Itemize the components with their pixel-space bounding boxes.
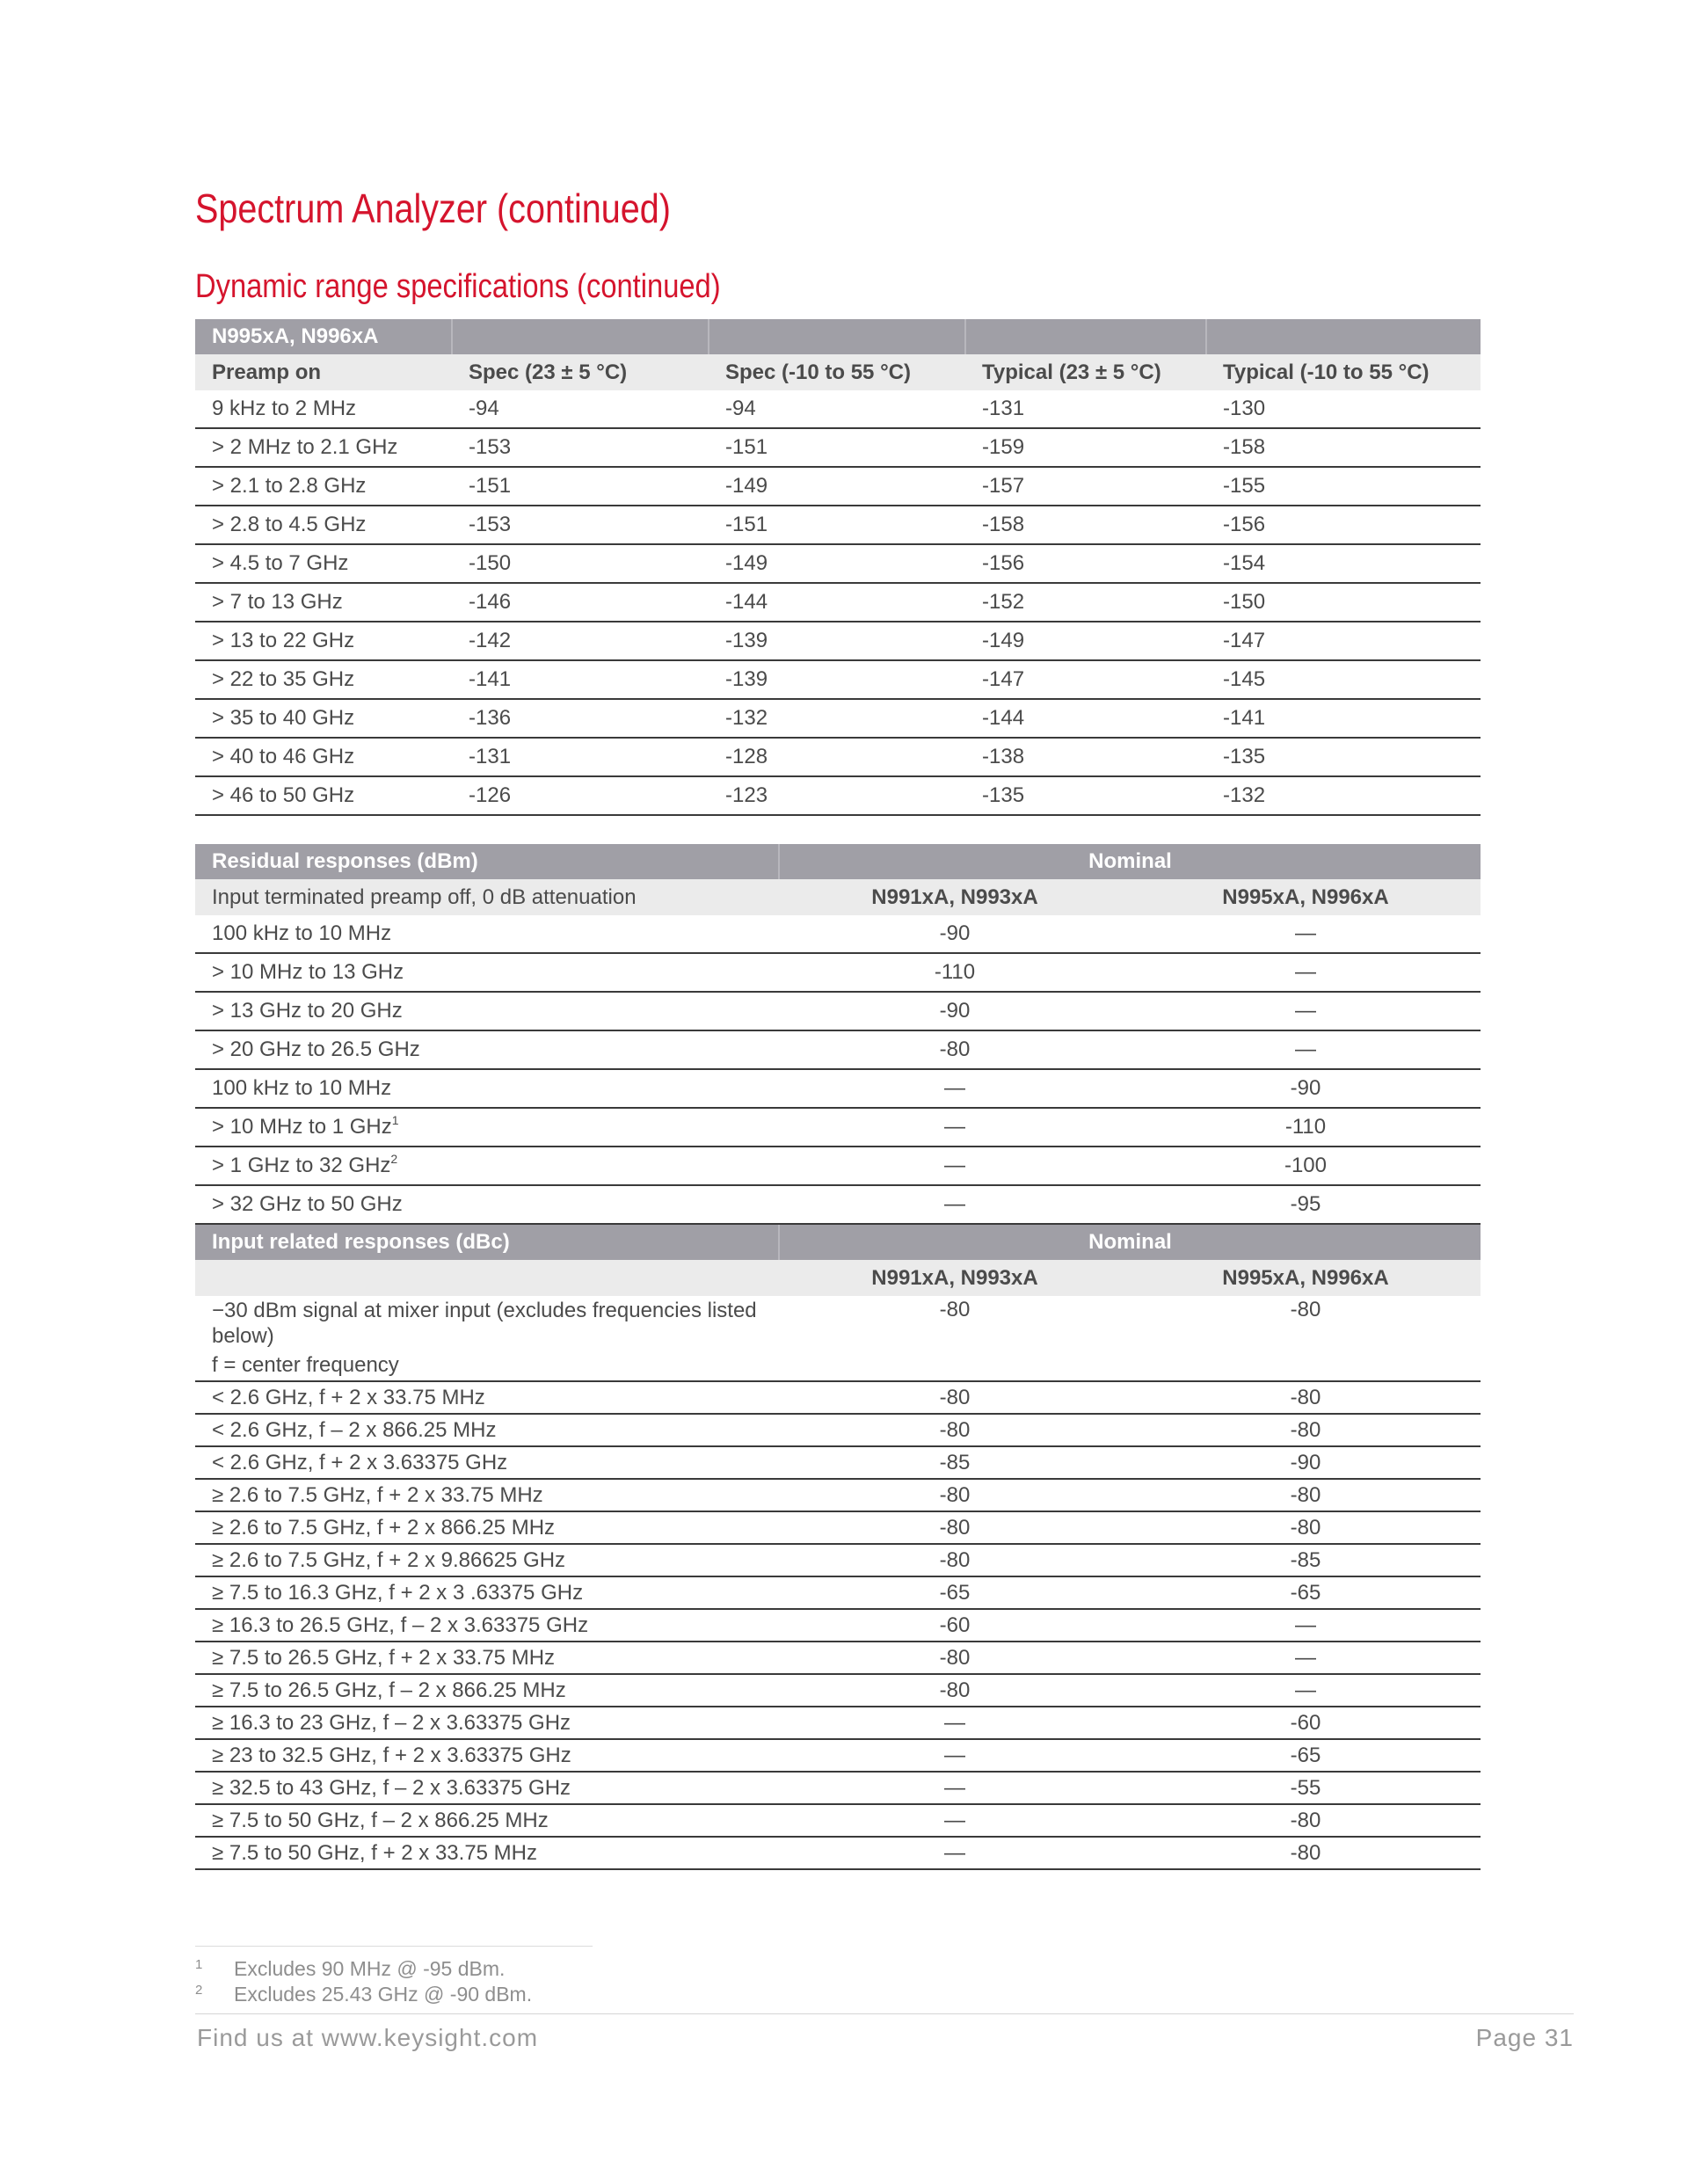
row-label: > 2.1 to 2.8 GHz (195, 467, 452, 506)
section-title: Dynamic range specifications (continued) (195, 268, 721, 305)
table-cell: -65 (1131, 1739, 1481, 1772)
table-cell: -90 (1131, 1069, 1481, 1108)
table-cell: -141 (1206, 699, 1481, 738)
table-cell: — (1131, 1642, 1481, 1674)
table-cell: -100 (1131, 1147, 1481, 1185)
table-cell: -65 (1131, 1576, 1481, 1609)
footnote-ref: 2 (390, 1152, 398, 1166)
table-row (195, 1739, 1481, 1772)
table-cell: -80 (1131, 1837, 1481, 1869)
footer-divider (195, 2013, 1574, 2014)
table-cell: -80 (779, 1296, 1131, 1381)
table-cell: -55 (1131, 1772, 1481, 1804)
nominal-header: Nominal (779, 844, 1481, 879)
row-label (195, 1030, 779, 1069)
table-cell: -158 (965, 506, 1206, 544)
table-cell: -94 (709, 390, 965, 428)
row-label-note: f = center frequency (212, 1353, 399, 1377)
table-cell: -141 (452, 660, 709, 699)
table-row (195, 1576, 1481, 1609)
table-cell: -80 (779, 1381, 1131, 1414)
table-row (195, 1674, 1481, 1707)
row-label: > 4.5 to 7 GHz (195, 544, 452, 583)
table-cell: — (1131, 1674, 1481, 1707)
table-cell: -146 (452, 583, 709, 622)
table-cell: -80 (779, 1414, 1131, 1446)
row-label-text: −30 dBm signal at mixer input (excludes frequencies listed below) (212, 1299, 757, 1348)
table-row (195, 467, 1481, 506)
table-row (195, 1772, 1481, 1804)
table-cell: — (779, 1739, 1131, 1772)
table-row (195, 953, 1481, 992)
table-cell: -156 (1206, 506, 1481, 544)
row-label: < 2.6 GHz, f + 2 x 3.63375 GHz (195, 1446, 779, 1479)
table-cell: -80 (779, 1479, 1131, 1511)
table-cell: -90 (1131, 1446, 1481, 1479)
table-cell: — (1131, 1030, 1481, 1069)
table-cell: -80 (1131, 1479, 1481, 1511)
table-cell: -128 (709, 738, 965, 776)
table-row (195, 390, 1481, 428)
footnote-number: 1 (195, 1957, 203, 1972)
row-label: > 35 to 40 GHz (195, 699, 452, 738)
table-row (195, 1108, 1481, 1147)
table-cell: -110 (1131, 1108, 1481, 1147)
condition-header: Input terminated preamp off, 0 dB attenuation (195, 879, 779, 915)
footnote (195, 1957, 505, 1981)
table-cell: — (779, 1707, 1131, 1739)
table-cell: -80 (1131, 1804, 1481, 1837)
table-row (195, 776, 1481, 815)
table-row (195, 1544, 1481, 1576)
table-row (195, 1069, 1481, 1108)
table-cell: -139 (709, 660, 965, 699)
table-cell: -65 (779, 1576, 1131, 1609)
table-header-row (195, 1260, 1481, 1296)
row-label: 9 kHz to 2 MHz (195, 390, 452, 428)
row-label: > 2.8 to 4.5 GHz (195, 506, 452, 544)
table-cell: — (779, 1185, 1131, 1224)
row-label: ≥ 16.3 to 23 GHz, f – 2 x 3.63375 GHz (195, 1707, 779, 1739)
column-header: Spec (23 ± 5 °C) (452, 354, 709, 390)
row-label: ≥ 7.5 to 16.3 GHz, f + 2 x 3 .63375 GHz (195, 1576, 779, 1609)
table-cell: — (1131, 953, 1481, 992)
table-row (195, 699, 1481, 738)
row-label-text: > 10 MHz to 13 GHz (212, 960, 404, 984)
table-cell: -80 (1131, 1511, 1481, 1544)
table-cell: -135 (1206, 738, 1481, 776)
table-header-row (195, 879, 1481, 915)
table-banner-empty (452, 319, 709, 354)
responses-table (195, 844, 1481, 1870)
table-cell: -131 (452, 738, 709, 776)
nominal-header: Nominal (779, 1224, 1481, 1260)
footnote-text: Excludes 25.43 GHz @ -90 dBm. (234, 1983, 533, 2006)
row-label: ≥ 7.5 to 50 GHz, f + 2 x 33.75 MHz (195, 1837, 779, 1869)
table-cell: -90 (779, 992, 1131, 1030)
column-header: N991xA, N993xA (779, 1260, 1131, 1296)
row-label: > 40 to 46 GHz (195, 738, 452, 776)
footnote (195, 1983, 532, 2006)
column-header: N995xA, N996xA (1131, 1260, 1481, 1296)
row-label (195, 992, 779, 1030)
table-cell: -150 (452, 544, 709, 583)
table-cell: -151 (452, 467, 709, 506)
table-row (195, 1381, 1481, 1414)
table-banner-row (195, 1224, 1481, 1260)
table-cell: -94 (452, 390, 709, 428)
table-row (195, 622, 1481, 660)
table-row (195, 660, 1481, 699)
table-row (195, 1837, 1481, 1869)
row-label: ≥ 7.5 to 26.5 GHz, f – 2 x 866.25 MHz (195, 1674, 779, 1707)
table-row (195, 1707, 1481, 1739)
footnote-divider (195, 1946, 593, 1947)
table-cell: -153 (452, 428, 709, 467)
table-row (195, 1609, 1481, 1642)
table-cell: -132 (709, 699, 965, 738)
row-label: ≥ 23 to 32.5 GHz, f + 2 x 3.63375 GHz (195, 1739, 779, 1772)
table-cell: -110 (779, 953, 1131, 992)
table-cell: -151 (709, 506, 965, 544)
table-cell: -135 (965, 776, 1206, 815)
table-cell: -80 (779, 1511, 1131, 1544)
footnote-text: Excludes 90 MHz @ -95 dBm. (234, 1957, 506, 1980)
table-cell: — (779, 1837, 1131, 1869)
table-cell: -60 (779, 1609, 1131, 1642)
table-cell: — (1131, 915, 1481, 953)
row-label: > 7 to 13 GHz (195, 583, 452, 622)
table-cell: -147 (965, 660, 1206, 699)
table-row (195, 544, 1481, 583)
table-cell: — (779, 1069, 1131, 1108)
table-cell: -139 (709, 622, 965, 660)
footnote-ref: 1 (391, 1113, 399, 1127)
column-header: Preamp on (195, 354, 452, 390)
table-cell: -150 (1206, 583, 1481, 622)
row-label: ≥ 32.5 to 43 GHz, f – 2 x 3.63375 GHz (195, 1772, 779, 1804)
row-label-text: 100 kHz to 10 MHz (212, 1076, 392, 1100)
table-cell: -159 (965, 428, 1206, 467)
column-header: N995xA, N996xA (1131, 879, 1481, 915)
table-row (195, 1296, 1481, 1381)
footer-page-number: Page 31 (1475, 2024, 1574, 2051)
table-row (195, 1642, 1481, 1674)
row-label: ≥ 2.6 to 7.5 GHz, f + 2 x 33.75 MHz (195, 1479, 779, 1511)
table-row (195, 428, 1481, 467)
table-cell: -85 (1131, 1544, 1481, 1576)
table-banner-empty (1206, 319, 1481, 354)
row-label (195, 1185, 779, 1224)
table-cell: -144 (709, 583, 965, 622)
table-row (195, 1446, 1481, 1479)
table-banner: Input related responses (dBc) (195, 1224, 779, 1260)
table-cell: -158 (1206, 428, 1481, 467)
table-cell: — (779, 1108, 1131, 1147)
table-cell: -131 (965, 390, 1206, 428)
row-label-text: > 13 GHz to 20 GHz (212, 999, 403, 1023)
table-cell: -80 (1131, 1414, 1481, 1446)
row-label: ≥ 7.5 to 26.5 GHz, f + 2 x 33.75 MHz (195, 1642, 779, 1674)
table-row (195, 1030, 1481, 1069)
table-banner-row (195, 844, 1481, 879)
table-cell: -156 (965, 544, 1206, 583)
table-cell: — (1131, 1609, 1481, 1642)
table-cell: -153 (452, 506, 709, 544)
table-row (195, 1479, 1481, 1511)
table-banner-empty (965, 319, 1206, 354)
table-row (195, 915, 1481, 953)
table-banner: N995xA, N996xA (195, 319, 452, 354)
empty-header (195, 1260, 779, 1296)
row-label-text: > 20 GHz to 26.5 GHz (212, 1037, 420, 1061)
row-label: < 2.6 GHz, f – 2 x 866.25 MHz (195, 1414, 779, 1446)
row-label: ≥ 2.6 to 7.5 GHz, f + 2 x 9.86625 GHz (195, 1544, 779, 1576)
table-banner-empty (709, 319, 965, 354)
table-cell: -136 (452, 699, 709, 738)
table-cell: -126 (452, 776, 709, 815)
table-cell: -85 (779, 1446, 1131, 1479)
table-cell: — (779, 1147, 1131, 1185)
column-header: Typical (23 ± 5 °C) (965, 354, 1206, 390)
row-label (195, 1147, 779, 1185)
table-row (195, 506, 1481, 544)
column-header: Typical (-10 to 55 °C) (1206, 354, 1481, 390)
table-cell: -151 (709, 428, 965, 467)
table-cell: -145 (1206, 660, 1481, 699)
row-label: > 46 to 50 GHz (195, 776, 452, 815)
table-cell: -147 (1206, 622, 1481, 660)
row-label (195, 915, 779, 953)
row-label-text: > 32 GHz to 50 GHz (212, 1192, 403, 1216)
table-cell: -157 (965, 467, 1206, 506)
row-label: < 2.6 GHz, f + 2 x 33.75 MHz (195, 1381, 779, 1414)
footer-website[interactable]: Find us at www.keysight.com (197, 2024, 539, 2051)
row-label: ≥ 7.5 to 50 GHz, f – 2 x 866.25 MHz (195, 1804, 779, 1837)
noise-floor-table (195, 319, 1481, 816)
table-header-row (195, 354, 1481, 390)
table-cell: -80 (779, 1544, 1131, 1576)
table-row (195, 1185, 1481, 1224)
column-header: Spec (-10 to 55 °C) (709, 354, 965, 390)
table-banner-row (195, 319, 1481, 354)
row-label: ≥ 16.3 to 26.5 GHz, f – 2 x 3.63375 GHz (195, 1609, 779, 1642)
table-cell: -138 (965, 738, 1206, 776)
table-cell: -90 (779, 915, 1131, 953)
table-cell: — (779, 1772, 1131, 1804)
table-cell: -80 (779, 1030, 1131, 1069)
table-row (195, 1804, 1481, 1837)
row-label (195, 1296, 779, 1381)
table-cell: -152 (965, 583, 1206, 622)
table-cell: -123 (709, 776, 965, 815)
table-row (195, 738, 1481, 776)
table-cell: -132 (1206, 776, 1481, 815)
table-cell: -154 (1206, 544, 1481, 583)
footnote-number: 2 (195, 1983, 203, 1998)
column-header: N991xA, N993xA (779, 879, 1131, 915)
table-row (195, 1147, 1481, 1185)
row-label (195, 953, 779, 992)
table-cell: — (1131, 992, 1481, 1030)
table-cell: -60 (1131, 1707, 1481, 1739)
table-cell: -95 (1131, 1185, 1481, 1224)
table-cell: -155 (1206, 467, 1481, 506)
table-cell: -130 (1206, 390, 1481, 428)
table-cell: -144 (965, 699, 1206, 738)
table-row (195, 1511, 1481, 1544)
table-cell: -80 (779, 1642, 1131, 1674)
table-row (195, 1414, 1481, 1446)
row-label-text: > 1 GHz to 32 GHz (212, 1154, 391, 1177)
table-row (195, 583, 1481, 622)
table-cell: -80 (1131, 1381, 1481, 1414)
page-title: Spectrum Analyzer (continued) (195, 186, 671, 231)
table-cell: -80 (779, 1674, 1131, 1707)
table-cell: -149 (709, 544, 965, 583)
table-cell: -149 (965, 622, 1206, 660)
row-label (195, 1069, 779, 1108)
row-label: ≥ 2.6 to 7.5 GHz, f + 2 x 866.25 MHz (195, 1511, 779, 1544)
table-row (195, 992, 1481, 1030)
row-label: > 13 to 22 GHz (195, 622, 452, 660)
row-label-text: > 10 MHz to 1 GHz (212, 1115, 392, 1139)
row-label-text: 100 kHz to 10 MHz (212, 921, 392, 945)
table-banner: Residual responses (dBm) (195, 844, 779, 879)
table-cell: — (779, 1804, 1131, 1837)
row-label: > 22 to 35 GHz (195, 660, 452, 699)
table-cell: -80 (1131, 1296, 1481, 1381)
table-cell: -149 (709, 467, 965, 506)
table-cell: -142 (452, 622, 709, 660)
row-label: > 2 MHz to 2.1 GHz (195, 428, 452, 467)
row-label (195, 1108, 779, 1147)
